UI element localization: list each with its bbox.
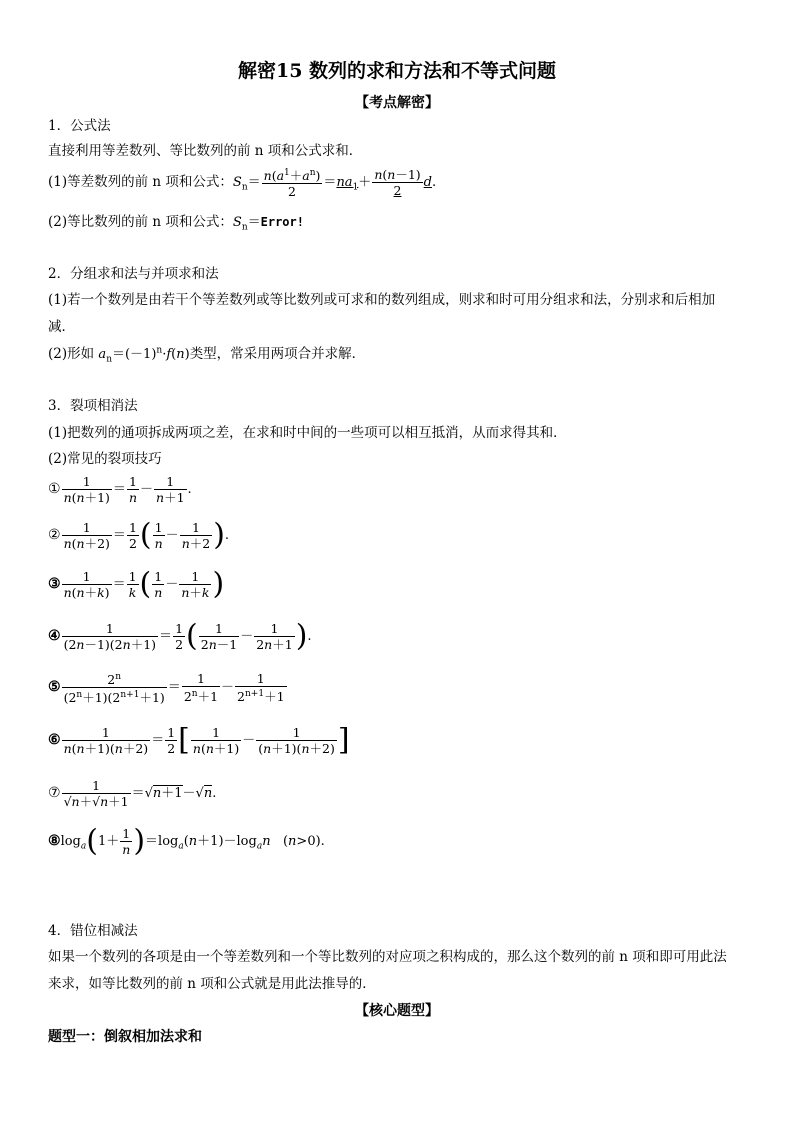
split-formula-3: ③ $\frac{1}{n(n+k)}$ ＝ $\frac{1}{k}$ ( $\frac{1}{n}$ － $\frac{1}{n+k}$ ) <box>48 566 225 602</box>
page-title: 解密15 数列的求和方法和不等式问题 <box>237 60 557 82</box>
s2-p1-line1: (1)若一个数列是由若干个等差数列或等比数列或可求和的数列组成，则求和时可用分组求和法，分别求和后相加 <box>48 292 716 308</box>
split-formula-6: ⑥ $\frac{1}{n(n+1)(n+2)}$ ＝ $\frac{1}{2}$ [ $\frac{1}{n(n+1)}$ － $\frac{1}{(n+1)(n+2)}$ ] <box>48 722 350 758</box>
s4-line1: 如果一个数列的各项是由一个等差数列和一个等比数列的对应项之积构成的，那么这个数列的前 n 项和即可用此法 <box>48 949 727 965</box>
s1-item1 <box>48 166 436 199</box>
s4-line2: 来求，如等比数列的前 n 项和公式就是用此法推导的． <box>48 976 376 992</box>
s3-p1: (1)把数列的通项拆成两项之差，在求和时中间的一些项可以相互抵消，从而求得其和． <box>48 425 567 441</box>
s1-heading: 1．公式法 <box>48 118 111 134</box>
s1-item2: (2)等比数列的前 n 项和公式：$S_n=Error$! <box>48 214 304 233</box>
split-formula-1: ① $\frac{1}{n(n+1)}$ ＝ $\frac{1}{n}$ － $\frac{1}{n+1}$ . <box>48 474 192 505</box>
formula-parity-sequence: $a_n=(-1)^n\cdot f(n)$ <box>98 345 190 365</box>
s4-heading: 4．错位相减法 <box>48 923 138 939</box>
s1-intro: 直接利用等差数列、等比数列的前 n 项和公式求和． <box>48 143 363 159</box>
section-exam-points: 【考点解密】 <box>355 95 439 111</box>
s3-heading: 3．裂项相消法 <box>48 398 138 414</box>
s3-p2: (2)常见的裂项技巧 <box>48 451 162 467</box>
split-formula-8: $⑧\log_a(1+$ $\frac{1}{n}$ )$=\log_a(n+1)-\log_an$ (n>0). <box>48 823 325 859</box>
split-formula-4: ④ $\frac{1}{(2n-1)(2n+1)}$ ＝ $\frac{1}{2}$ ( $\frac{1}{2n-1}$ － $\frac{1}{2n+1}$ ). <box>48 618 312 654</box>
s1-item2-error: Error! <box>260 215 304 229</box>
s2-p2: (2)形如 $a_n=(-1)^n\cdot f(n)$类型，常采用两项合并求解． <box>48 345 366 365</box>
split-formula-2: ② $\frac{1}{n(n+2)}$ ＝ $\frac{1}{2}$ ( $\frac{1}{n}$ － $\frac{1}{n+2}$ ). <box>48 517 230 553</box>
s2-p1-line2: 减． <box>48 319 75 335</box>
formula-arithmetic-sum: $S_n=$ $\frac{n(a^1+a^n)}{2}$ $=na_1+$ $\frac{n(n-1)}{2}$ d. <box>232 167 437 200</box>
s1-item1-label: (1)等差数列的前 n 项和公式： <box>48 174 233 191</box>
s2-heading: 2．分组求和法与并项求和法 <box>48 266 219 282</box>
s1-item2-label: (2)等比数列的前 n 项和公式： <box>48 214 233 230</box>
type1-heading: 题型一：倒叙相加法求和 <box>48 1029 202 1045</box>
section-core: 【核心题型】 <box>355 1003 439 1019</box>
split-formula-7: ⑦ $\frac{1}{√n+√n+1}$ ＝√n＋1－√n. <box>48 778 217 809</box>
split-formula-5: ⑤ $\frac{2^n}{(2^n+1)(2^{n+1}+1)}$ ＝ $\frac{1}{2^n+1}$ － $\frac{1}{2^{n+1}+1}$ <box>48 671 285 706</box>
